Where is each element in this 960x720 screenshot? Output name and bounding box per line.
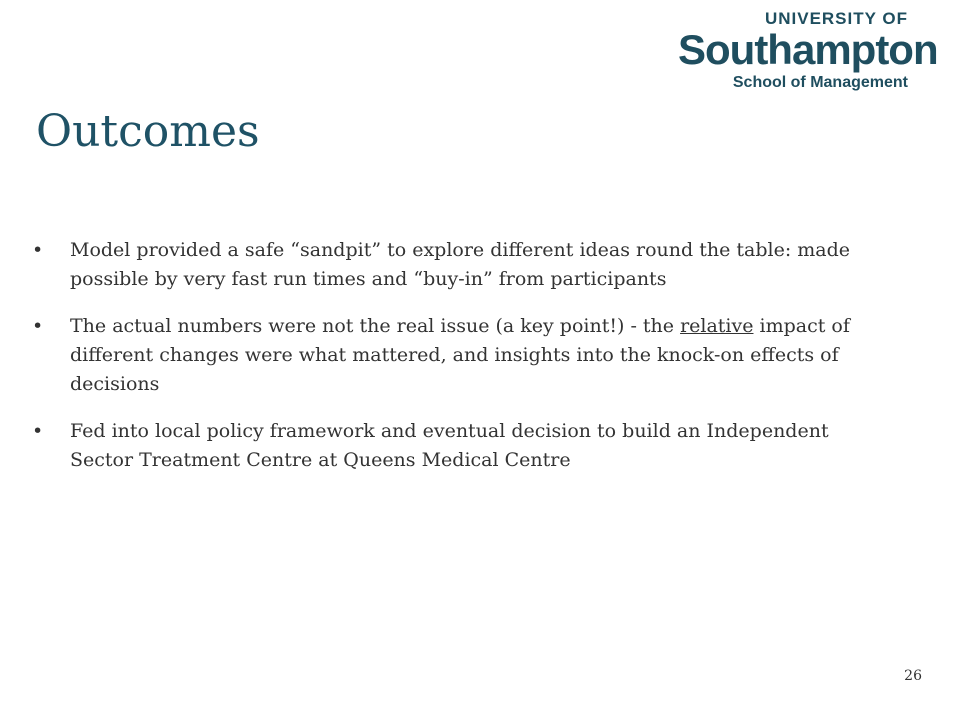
bullet-item-2 bbox=[30, 312, 880, 399]
bullet-marker: • bbox=[32, 420, 44, 442]
logo-school-of-management: School of Management bbox=[732, 74, 908, 91]
logo-southampton: Southampton bbox=[678, 26, 938, 73]
bullet-item-1 bbox=[30, 236, 880, 294]
bullet-item-3 bbox=[30, 417, 880, 475]
bullet-text-2-before: The actual numbers were not the real issue (a key point!) - the bbox=[70, 315, 681, 337]
bullet-text-1: Model provided a safe “sandpit” to explore different ideas round the table: made possible by very fast run times and “buy-in” from participants bbox=[70, 239, 851, 290]
university-logo bbox=[678, 9, 938, 94]
bullet-marker: • bbox=[32, 239, 44, 261]
bullet-text-2-after: impact of different changes were what mattered, and insights into the knock-on effects of decisions bbox=[70, 315, 850, 395]
bullet-text-3: Fed into local policy framework and eventual decision to build an Independent Sector Treatment Centre at Queens Medical Centre bbox=[70, 420, 829, 471]
slide-title: Outcomes bbox=[36, 106, 260, 157]
bullet-text-2-emphasis: relative bbox=[680, 315, 754, 337]
bullet-list bbox=[30, 236, 880, 493]
logo-university-of: UNIVERSITY OF bbox=[764, 9, 908, 28]
bullet-marker: • bbox=[32, 315, 44, 337]
page-number: 26 bbox=[904, 668, 922, 684]
